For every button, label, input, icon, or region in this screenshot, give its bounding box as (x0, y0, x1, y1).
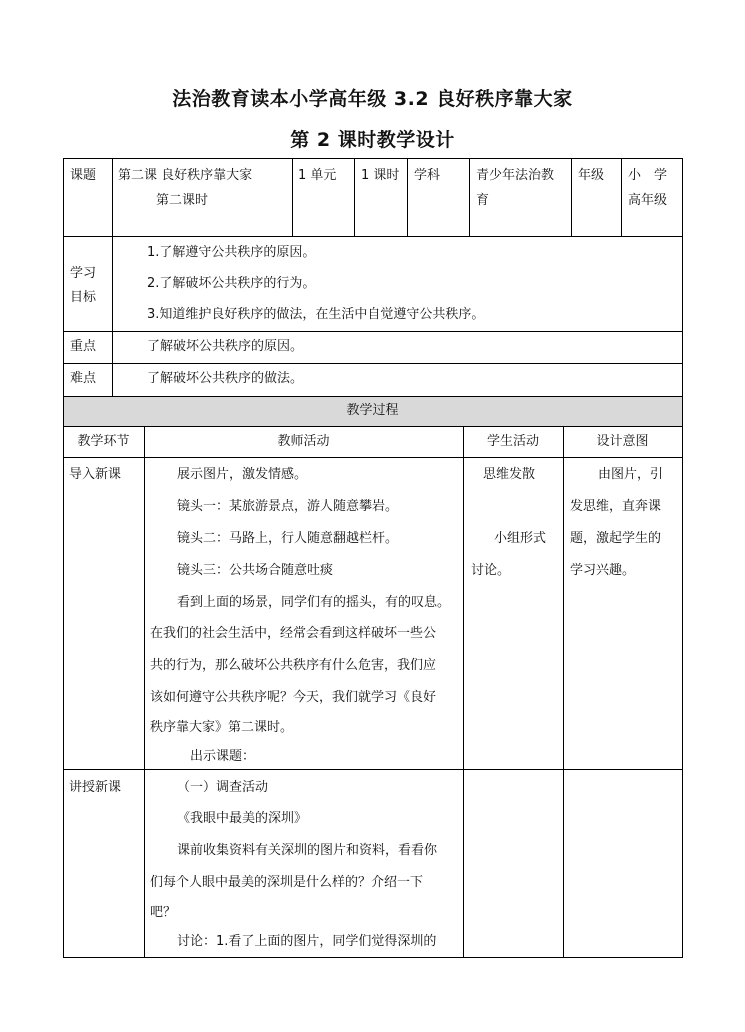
column-divider (112, 158, 113, 236)
design-intent: 学习兴趣。 (570, 563, 636, 578)
process-header: 教学过程 (346, 403, 399, 418)
stage-intro: 导入新课 (69, 467, 122, 482)
table-border-bottom (63, 957, 683, 958)
column-header-teacher: 教师活动 (277, 434, 330, 449)
objectives-label-line2: 目标 (70, 290, 97, 305)
subject-label: 学科 (414, 168, 441, 183)
teacher-line: 镜头一：某旅游景点，游人随意攀岩。 (177, 499, 399, 514)
column-header-stage: 教学环节 (77, 434, 130, 449)
teacher-line: 该如何遵守公共秩序呢？今天，我们就学习《良好 (150, 690, 437, 705)
document-title: 法治教育读本小学高年级 3.2 良好秩序靠大家 (172, 88, 573, 110)
teacher-line: 在我们的社会生活中，经常会看到这样破坏一些公 (150, 626, 437, 641)
row-divider (63, 331, 683, 332)
column-divider (112, 236, 113, 396)
teacher-line: 吧？ (150, 905, 177, 920)
table-border-top (63, 158, 683, 159)
teacher-line: 《我眼中最美的深圳》 (177, 811, 308, 826)
objective-item: 3.知道维护良好秩序的做法，在生活中自觉遵守公共秩序。 (147, 307, 485, 322)
grade-value: 小 学 (628, 168, 668, 183)
row-divider (63, 363, 683, 364)
teacher-line: 出示课题： (190, 749, 256, 764)
column-divider (292, 158, 293, 236)
column-divider (571, 158, 572, 236)
row-divider (63, 426, 683, 427)
hours-value: 1 课时 (361, 168, 400, 183)
objectives-label: 学习 (70, 266, 97, 281)
row-divider (63, 236, 683, 237)
lesson-name: 第二课 良好秩序靠大家 (118, 168, 253, 183)
column-divider (621, 158, 622, 236)
lesson-label: 课题 (70, 168, 97, 183)
design-intent: 发思维，直奔课 (570, 499, 662, 514)
column-divider (354, 158, 355, 236)
stage-new-lesson: 讲授新课 (69, 780, 122, 795)
teacher-line: 们每个人眼中最美的深圳是什么样的？介绍一下 (150, 875, 424, 890)
objective-item: 1.了解遵守公共秩序的原因。 (147, 245, 316, 260)
row-divider (63, 457, 683, 458)
row-divider (63, 769, 683, 770)
teacher-line: 秩序靠大家》第二课时。 (150, 720, 294, 735)
unit-value: 1 单元 (298, 168, 337, 183)
teacher-line: 看到上面的场景，同学们有的摇头，有的叹息。 (177, 595, 451, 610)
column-divider (144, 426, 145, 958)
design-intent: 题，激起学生的 (570, 531, 662, 546)
subject-value-line2: 育 (476, 193, 490, 208)
column-divider (463, 426, 464, 958)
row-divider (63, 396, 683, 397)
column-header-intent: 设计意图 (596, 434, 649, 449)
subject-value: 青少年法治教 (476, 168, 555, 183)
grade-value-line2: 高年级 (628, 193, 668, 208)
teacher-line: 共的行为，那么破坏公共秩序有什么危害，我们应 (150, 658, 437, 673)
teacher-line: 镜头三：公共场合随意吐痰 (177, 563, 334, 578)
column-divider (563, 426, 564, 958)
student-activity: 思维发散 (483, 467, 536, 482)
design-intent: 由图片，引 (598, 467, 664, 482)
teacher-line: 讨论：1.看了上面的图片，同学们觉得深圳的 (177, 934, 437, 949)
student-activity: 讨论。 (471, 563, 511, 578)
difficulty-label: 难点 (70, 371, 97, 386)
column-divider (407, 158, 408, 236)
student-activity: 小组形式 (494, 531, 547, 546)
column-header-student: 学生活动 (486, 434, 539, 449)
teacher-line: 课前收集资料有关深圳的图片和资料，看看你 (177, 843, 438, 858)
teacher-line: 展示图片，激发情感。 (177, 467, 308, 482)
lesson-name-line2: 第二课时 (156, 193, 209, 208)
teacher-line: （一）调查活动 (177, 780, 269, 795)
column-divider (469, 158, 470, 236)
key-point-label: 重点 (70, 339, 97, 354)
teacher-line: 镜头二：马路上，行人随意翻越栏杆。 (177, 531, 399, 546)
document-subtitle: 第 2 课时教学设计 (290, 129, 455, 151)
grade-label: 年级 (578, 168, 605, 183)
key-point-text: 了解破坏公共秩序的原因。 (147, 339, 304, 354)
difficulty-text: 了解破坏公共秩序的做法。 (147, 371, 304, 386)
table-border-left (63, 158, 64, 958)
table-border-right (682, 158, 683, 958)
objective-item: 2.了解破坏公共秩序的行为。 (147, 276, 316, 291)
